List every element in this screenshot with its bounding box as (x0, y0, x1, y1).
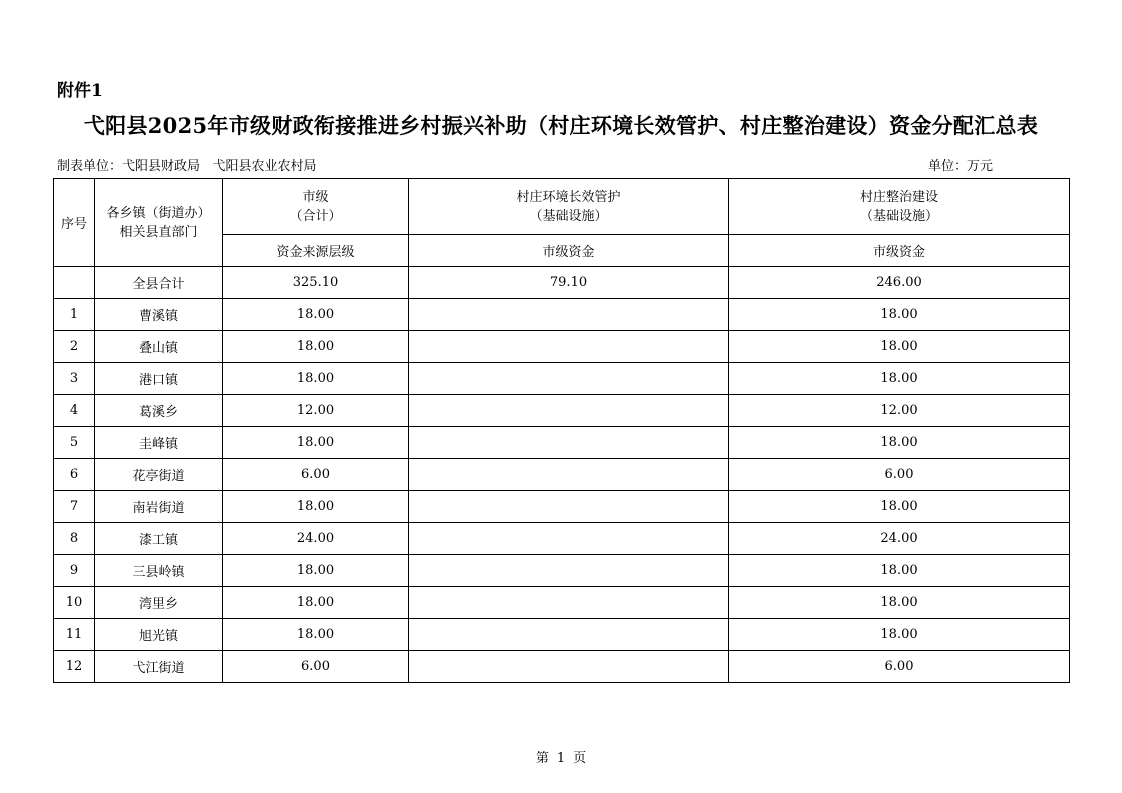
table-row (54, 331, 1070, 363)
row-town-name: 三县岭镇 (95, 555, 223, 587)
document-title: 弋阳县2025年市级财政衔接推进乡村振兴补助（村庄环境长效管护、村庄整治建设）资金分配汇总表 (83, 113, 1039, 138)
row-town-name: 南岩街道 (95, 491, 223, 523)
header-city-total-line2: （合计） (289, 208, 342, 224)
row-city-total: 18.00 (223, 299, 409, 331)
row-seq: 5 (54, 427, 95, 459)
table-row (54, 587, 1070, 619)
row-city-total: 6.00 (223, 651, 409, 683)
row-env-mgmt (409, 363, 729, 395)
total-env-mgmt: 79.10 (409, 267, 729, 299)
issuing-unit (57, 155, 316, 174)
header-region (95, 179, 223, 267)
table-row (54, 363, 1070, 395)
row-seq: 11 (54, 619, 95, 651)
row-seq: 9 (54, 555, 95, 587)
row-town-name: 叠山镇 (95, 331, 223, 363)
header-env-mgmt-line2: （基础设施） (529, 208, 608, 224)
total-seq (54, 267, 95, 299)
row-seq: 1 (54, 299, 95, 331)
header-region-line2: 相关县直部门 (119, 224, 198, 240)
table-row (54, 651, 1070, 683)
row-seq: 3 (54, 363, 95, 395)
row-city-total: 12.00 (223, 395, 409, 427)
total-city-total: 325.10 (223, 267, 409, 299)
row-env-mgmt (409, 395, 729, 427)
row-village-build: 18.00 (729, 619, 1070, 651)
row-town-name: 弋江街道 (95, 651, 223, 683)
row-seq: 8 (54, 523, 95, 555)
row-env-mgmt (409, 523, 729, 555)
row-village-build: 18.00 (729, 363, 1070, 395)
table-row (54, 299, 1070, 331)
header-village-build-line1: 村庄整治建设 (859, 189, 938, 205)
row-city-total: 18.00 (223, 491, 409, 523)
row-city-total: 18.00 (223, 427, 409, 459)
header-env-mgmt (409, 179, 729, 235)
row-city-total: 18.00 (223, 619, 409, 651)
row-town-name: 曹溪镇 (95, 299, 223, 331)
row-env-mgmt (409, 427, 729, 459)
table-row (54, 459, 1070, 491)
page-prefix: 第 (535, 751, 549, 766)
table-row (54, 555, 1070, 587)
row-village-build: 18.00 (729, 587, 1070, 619)
row-env-mgmt (409, 587, 729, 619)
page-suffix: 页 (573, 751, 587, 766)
row-city-total: 18.00 (223, 555, 409, 587)
table-row (54, 523, 1070, 555)
row-env-mgmt (409, 459, 729, 491)
issuing-unit-prefix: 制表单位： (57, 159, 123, 174)
issuing-unit-org-finance: 弋阳县财政局 (122, 159, 201, 174)
header-village-build-city-fund: 市级资金 (729, 235, 1070, 267)
row-env-mgmt (409, 555, 729, 587)
row-seq: 10 (54, 587, 95, 619)
row-env-mgmt (409, 619, 729, 651)
row-city-total: 18.00 (223, 363, 409, 395)
issuing-unit-org-agriculture: 弋阳县农业农村局 (212, 159, 317, 174)
row-village-build: 24.00 (729, 523, 1070, 555)
allocation-table (53, 178, 1070, 683)
header-village-build-line2: （基础设施） (859, 208, 938, 224)
row-town-name: 葛溪乡 (95, 395, 223, 427)
table-row (54, 395, 1070, 427)
total-village-build: 246.00 (729, 267, 1070, 299)
row-seq: 7 (54, 491, 95, 523)
currency-unit: 单位：万元 (928, 159, 994, 174)
header-city-total (223, 179, 409, 235)
header-region-line1: 各乡镇（街道办） (106, 205, 211, 221)
row-village-build: 18.00 (729, 299, 1070, 331)
table-row (54, 427, 1070, 459)
row-village-build: 18.00 (729, 491, 1070, 523)
table-row (54, 619, 1070, 651)
row-village-build: 18.00 (729, 331, 1070, 363)
row-town-name: 旭光镇 (95, 619, 223, 651)
header-city-total-line1: 市级 (302, 189, 329, 205)
row-town-name: 港口镇 (95, 363, 223, 395)
row-village-build: 6.00 (729, 651, 1070, 683)
row-seq: 2 (54, 331, 95, 363)
total-row (54, 267, 1070, 299)
table-row (54, 491, 1070, 523)
row-seq: 12 (54, 651, 95, 683)
row-village-build: 18.00 (729, 427, 1070, 459)
row-town-name: 湾里乡 (95, 587, 223, 619)
row-seq: 4 (54, 395, 95, 427)
row-seq: 6 (54, 459, 95, 491)
header-seq: 序号 (54, 179, 95, 267)
row-village-build: 18.00 (729, 555, 1070, 587)
header-row-main (54, 179, 1070, 235)
row-town-name: 漆工镇 (95, 523, 223, 555)
page-number: 1 (556, 751, 566, 766)
row-city-total: 18.00 (223, 587, 409, 619)
row-village-build: 12.00 (729, 395, 1070, 427)
row-city-total: 24.00 (223, 523, 409, 555)
header-village-build (729, 179, 1070, 235)
total-name: 全县合计 (95, 267, 223, 299)
attachment-label: 附件1 (57, 81, 103, 101)
header-env-mgmt-city-fund: 市级资金 (409, 235, 729, 267)
row-town-name: 花亭街道 (95, 459, 223, 491)
row-city-total: 18.00 (223, 331, 409, 363)
header-fund-source-level: 资金来源层级 (223, 235, 409, 267)
row-town-name: 圭峰镇 (95, 427, 223, 459)
row-city-total: 6.00 (223, 459, 409, 491)
page-footer (0, 747, 1122, 766)
row-env-mgmt (409, 331, 729, 363)
row-env-mgmt (409, 491, 729, 523)
header-env-mgmt-line1: 村庄环境长效管护 (516, 189, 621, 205)
row-env-mgmt (409, 299, 729, 331)
row-village-build: 6.00 (729, 459, 1070, 491)
row-env-mgmt (409, 651, 729, 683)
